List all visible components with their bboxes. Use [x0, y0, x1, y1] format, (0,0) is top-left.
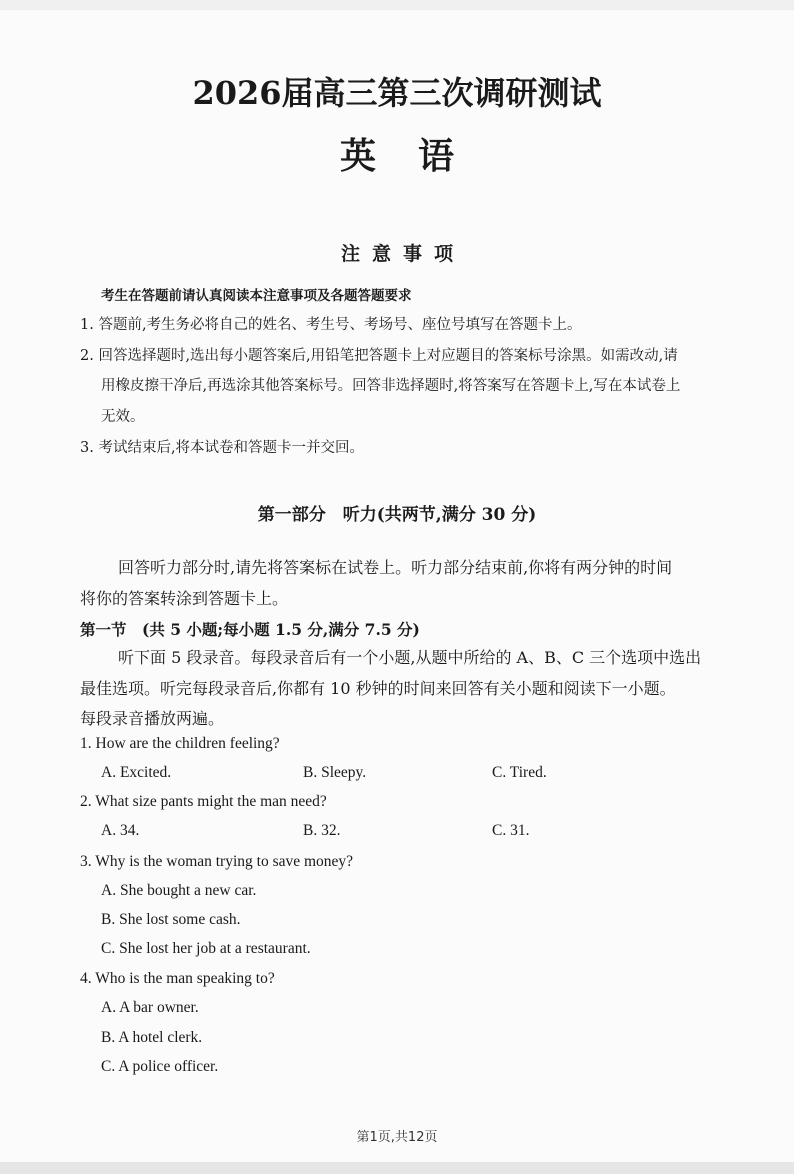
listening-intro: 回答听力部分时,请先将答案标在试卷上。听力部分结束前,你将有两分钟的时间 — [118, 558, 673, 577]
top-margin — [0, 0, 794, 10]
option-c: C. Tired. — [492, 764, 547, 781]
option-c: C. She lost her job at a restaurant. — [101, 940, 311, 957]
section-one-heading: 第一节 (共 5 小题;每小题 1.5 分,满分 7.5 分) — [80, 620, 420, 639]
subject-title: 英语 — [339, 135, 496, 177]
question-stem: 4. Who is the man speaking to? — [80, 970, 275, 987]
notice-title: 注意事项 — [340, 243, 465, 265]
exam-title: 2026届高三第三次调研测试 — [192, 74, 602, 112]
option-a: A. Excited. — [101, 764, 172, 781]
option-a: A. She bought a new car. — [101, 882, 257, 899]
option-c: C. 31. — [492, 822, 530, 839]
option-a: A. A bar owner. — [101, 999, 199, 1016]
option-b: B. Sleepy. — [303, 764, 367, 781]
section-instructions: 最佳选项。听完每段录音后,你都有 10 秒钟的时间来回答有关小题和阅读下一小题。 — [80, 679, 676, 698]
option-b: B. 32. — [303, 822, 341, 839]
question-stem: 2. What size pants might the man need? — [80, 793, 327, 810]
notice-item: 1. 答题前,考生务必将自己的姓名、考生号、考场号、座位号填写在答题卡上。 — [80, 317, 582, 333]
notice-item-continued: 无效。 — [101, 409, 145, 425]
section-instructions: 每段录音播放两遍。 — [80, 709, 225, 728]
notice-item: 3. 考试结束后,将本试卷和答题卡一并交回。 — [80, 440, 365, 456]
question-stem: 1. How are the children feeling? — [80, 735, 280, 752]
option-b: B. A hotel clerk. — [101, 1029, 203, 1046]
notice-item-continued: 用橡皮擦干净后,再选涂其他答案标号。回答非选择题时,将答案写在答题卡上,写在本试卷上 — [101, 378, 681, 394]
section-instructions: 听下面 5 段录音。每段录音后有一个小题,从题中所给的 A、B、C 三个选项中选出 — [118, 648, 702, 667]
page-number: 第1页,共12页 — [356, 1130, 438, 1145]
question-stem: 3. Why is the woman trying to save money? — [80, 853, 354, 870]
option-c: C. A police officer. — [101, 1058, 219, 1075]
bottom-margin — [0, 1162, 794, 1174]
listening-intro: 将你的答案转涂到答题卡上。 — [80, 589, 289, 608]
part-one-title: 第一部分 听力(共两节,满分 30 分) — [257, 505, 537, 525]
option-a: A. 34. — [101, 822, 140, 839]
notice-lead: 考生在答题前请认真阅读本注意事项及各题答题要求 — [101, 288, 412, 304]
notice-item: 2. 回答选择题时,选出每小题答案后,用铅笔把答题卡上对应题目的答案标号涂黑。如需改动,请 — [80, 348, 678, 364]
option-b: B. She lost some cash. — [101, 911, 241, 928]
